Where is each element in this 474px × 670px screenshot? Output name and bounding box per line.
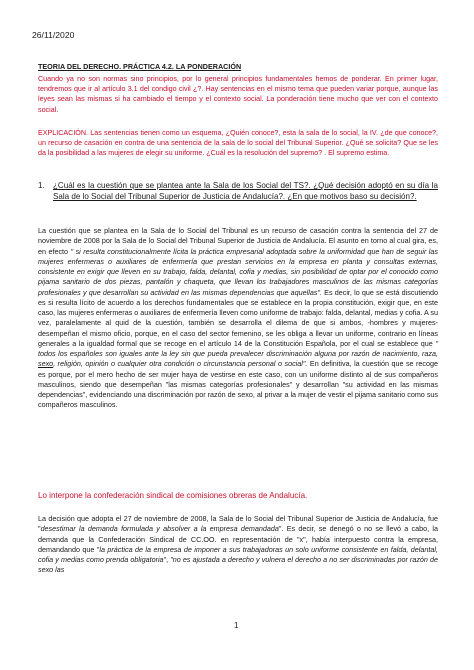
answer-paragraph-2: [38, 514, 438, 576]
intro-paragraph: Cuando ya no son normas sino principios, por lo general principios fundamentales hemos de ponderar. En primer lugar, tendremos que ir al artículo 3.1 del condigo civil ¿?. Hay sentencias en el mismo tema que pueden variar porque, aunque las leyes sean las mismas si ha cambiado el tiempo y el contexto social. La ponderación tiene mucho que ver con el contexto social.: [38, 75, 438, 114]
para1-quote-2c: , religión, opinión o cualquier otra condición o circunstancia personal o social".: [53, 359, 308, 369]
para2-text-1: La decisión que adopta el 27 de noviembre de 2008, la Sala de lo Social del Tribunal Superior de Justicia de Andalucía, fue ": [38, 514, 438, 534]
para1-quote-2b-sexo: sexo: [38, 359, 54, 369]
para2-quote-2: la práctica de la empresa de imponer a sus trabajadoras un solo uniforme consistente en falda, delantal, cofia y medias como prenda obligatoria: [38, 544, 438, 564]
explanation-paragraph: EXPLICACIÓN. Las sentencias tienen como un esquema, ¿Quién conoce?, esta la sala de lo social, la IV. ¿de que conoce?, un recurso de casación en contra de una sentencia de la sala de lo social del Tribunal Superior. ¿Qué se solicita? Que se les da la posibilidad a las mujeres de elegir su uniforme. ¿Cuál es la resolución del supremo? . El supremo estima.: [38, 129, 438, 158]
para2-text-2: ". Es decir, se denegó o no se llevó a cabo, la demanda que la Confederación Sindical de CC.OO. en representación de "x", había interpuesto contra la empresa, demandando que ": [38, 524, 438, 554]
para1-text-3: En definitiva, la cuestión que se recoge es porque, por el mero hecho de ser mujer haya de vestirse en este caso, con un uniforme distinto al de sus compañeros masculinos, siendo que desempeñan "las mismas categorías profesionales" y desarrollan "su actividad en las mismas dependencias", evidenciando una discriminación por razón de sexo, al privar a la mujer de vestir el pijama sanitario como sus compañeros masculinos.: [38, 359, 439, 410]
section-subheading: Lo interpone la confederación sindical de comisiones obreras de Andalucía.: [38, 491, 308, 500]
para1-quote-2a: " todos los españoles son iguales ante la ley sin que pueda prevalecer discriminación alguna por razón de nacimiento, raza,: [38, 338, 439, 358]
para1-quote-1: " si resulta constitucionalmente lícita la práctica empresarial adoptada sobre la uniformidad que han de seguir las mujeres enfermeras o auxiliares de enfermería que prestan servicios en la empresa en planta y consultas externas, consistente en exigir que lleven en su trabajo, falda, delantal, cofia y medias, sin posibilidad de optar por el conocido como pijama sanitario de dos piezas, pantalón y chaqueta, que llevan los trabajadores masculinos de las mismas categorías profesionales y que desarrollan su actividad en las mismas dependencias que aquellas".: [38, 246, 438, 297]
para2-quote-1: desestimar la demanda formulada y absolver a la empresa demandada: [40, 524, 279, 534]
para2-text-3: ",: [163, 555, 169, 564]
question-number: 1.: [38, 181, 45, 190]
para1-text-2: Es decir, lo que se está discutiendo es si resulta lícito de acuerdo a los derechos fundamentales que se establece en la propia constitución, exigir que, en este caso, las mujeres enfermeras o auxiliares de enfermería lleven como uniforme de trabajo: falda, delantal, medias y cofia. A su vez, paralelamente al quid de la cuestión, también se desarrolla el dilema de que si ambos, -hombres y mujeres- desempeñan el mismo oficio, porque, en el caso del sector femenino, se les obliga a llevar un uniforme, contrario en líneas generales a la igualdad formal que se recoge en el artículo 14 de la Constitución Española, por el cual se establece que: [38, 287, 439, 348]
header-date: 26/11/2020: [32, 30, 75, 40]
page-number: 1: [234, 621, 239, 630]
document-title: TEORIA DEL DERECHO. PRÁCTICA 4.2. LA PONDERACIÓN: [38, 62, 242, 71]
question-1: [38, 180, 438, 203]
answer-paragraph-1: [38, 226, 438, 411]
para1-text-1: La cuestión que se plantea en la Sala de lo Social del Tribunal es un recurso de casación contra la sentencia del 27 de noviembre de 2008 por la Sala de lo Social del Tribunal Superior de Justicia de Andalucía. El asunto en torno al cual gira, es, en efecto: [38, 226, 438, 256]
question-text: ¿Cuál es la cuestión que se plantea ante la Sala de los Social del TS?. ¿Qué decisión adoptó en su día la Sala de lo Social del Tribunal Superior de Justicia de Andalucía?. ¿En que motivos baso su decisión?.: [53, 181, 438, 202]
para2-quote-3: "no es ajustada a derecho y vulnera el derecho a no ser discriminadas por razón de sexo las: [38, 555, 439, 575]
